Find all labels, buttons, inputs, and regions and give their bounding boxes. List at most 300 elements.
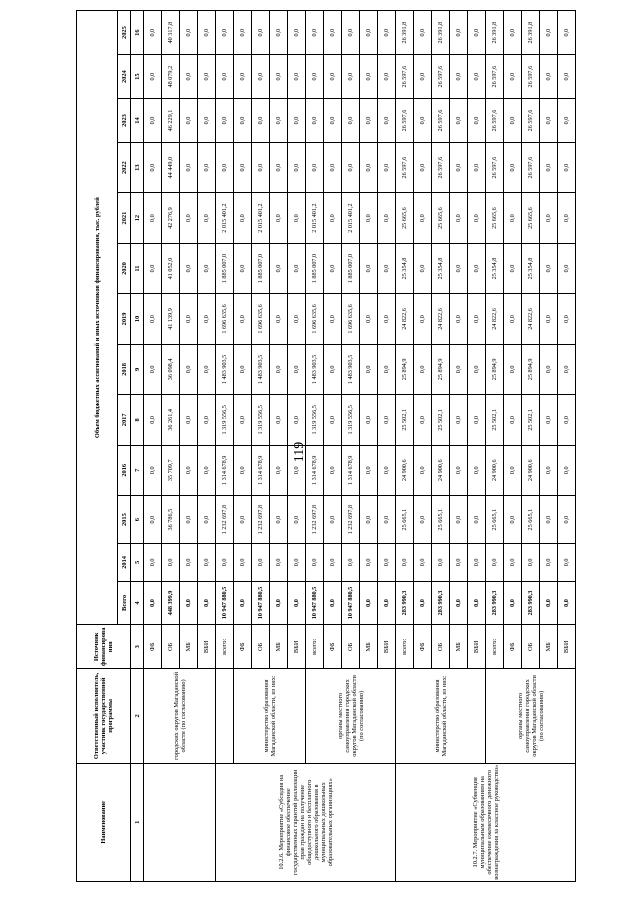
header-col-number: 12 — [131, 193, 144, 243]
row-value-cell: 26 597,6 — [432, 55, 450, 99]
row-value-cell: 25 665,6 — [522, 193, 540, 243]
header-year: 2014 — [118, 544, 131, 581]
row-value-cell: 44 449,0 — [162, 142, 180, 192]
row-value-cell: 0,0 — [558, 544, 576, 581]
row-value-cell: 0,0 — [252, 55, 270, 99]
row-value-cell: 1 314 678,9 — [216, 445, 234, 495]
row-value-cell: 0,0 — [288, 55, 306, 99]
row-value-cell: 0,0 — [504, 193, 522, 243]
row-value-cell: 25 502,1 — [432, 395, 450, 445]
header-col-number: 13 — [131, 142, 144, 192]
row-value-cell: 0,0 — [324, 11, 342, 55]
row-value-cell: 24 900,6 — [396, 445, 414, 495]
row-value-cell: 0,0 — [234, 99, 252, 143]
row-value-cell: 0,0 — [450, 344, 468, 394]
row-value-cell: 0,0 — [414, 445, 432, 495]
row-value-cell: 0,0 — [288, 11, 306, 55]
row-value-cell: 0,0 — [324, 193, 342, 243]
row-value-cell: 0,0 — [414, 142, 432, 192]
row-value-cell: 24 822,6 — [396, 294, 414, 344]
row-value-cell: 0,0 — [342, 55, 360, 99]
row-value-cell: 1 319 556,5 — [306, 395, 324, 445]
row-value-cell: 0,0 — [540, 496, 558, 544]
row-value-cell: 0,0 — [450, 496, 468, 544]
header-year: 2015 — [118, 496, 131, 544]
row-value-cell: 24 822,6 — [432, 294, 450, 344]
row-value-cell: 0,0 — [378, 544, 396, 581]
row-value-cell: 0,0 — [414, 395, 432, 445]
row-value-cell: 0,0 — [288, 99, 306, 143]
row-value-cell: 0,0 — [270, 243, 288, 293]
row-value-cell: 0,0 — [468, 99, 486, 143]
row-source-cell: всего: — [396, 625, 414, 669]
row-value-cell: 1 314 678,9 — [306, 445, 324, 495]
row-executor-cell: министерство образования Магаданской области, из них: — [234, 669, 306, 763]
row-value-cell: 25 665,6 — [396, 193, 414, 243]
row-value-cell: 0,0 — [360, 344, 378, 394]
row-value-cell: 0,0 — [540, 294, 558, 344]
row-value-cell: 0,0 — [432, 544, 450, 581]
row-value-cell: 0,0 — [558, 243, 576, 293]
header-volume: Объем бюджетных ассигнований и иных источников финансирования, тыс. рублей — [77, 11, 118, 625]
row-value-cell: 0,0 — [414, 11, 432, 55]
header-year: 2021 — [118, 193, 131, 243]
row-value-cell: 2 015 401,2 — [252, 193, 270, 243]
header-col-number: 10 — [131, 294, 144, 344]
financing-table — [76, 10, 576, 882]
row-value-cell: 0,0 — [234, 142, 252, 192]
row-source-cell: ОБ — [432, 625, 450, 669]
row-value-cell: 0,0 — [144, 11, 162, 55]
row-value-cell: 0,0 — [288, 395, 306, 445]
row-value-cell: 0,0 — [270, 55, 288, 99]
row-value-cell: 0,0 — [324, 496, 342, 544]
row-value-cell: 0,0 — [504, 496, 522, 544]
row-value-cell: 0,0 — [504, 294, 522, 344]
row-value-cell: 0,0 — [198, 99, 216, 143]
row-value-cell: 0,0 — [450, 55, 468, 99]
row-value-cell: 0,0 — [306, 55, 324, 99]
page-number: 119 — [292, 441, 307, 463]
row-value-cell: 0,0 — [504, 395, 522, 445]
row-value-cell: 0,0 — [288, 294, 306, 344]
row-value-cell: 0,0 — [468, 344, 486, 394]
row-value-cell: 0,0 — [180, 544, 198, 581]
row-value-cell: 0,0 — [198, 496, 216, 544]
row-value-cell: 1 483 903,5 — [342, 344, 360, 394]
row-value-cell: 1 319 556,5 — [342, 395, 360, 445]
row-value-cell: 25 665,6 — [432, 193, 450, 243]
row-value-cell: 46 229,1 — [162, 99, 180, 143]
table-row — [306, 11, 324, 882]
row-value-cell: 1 696 635,6 — [306, 294, 324, 344]
row-executor-cell: органы местного самоуправления городских округов Магаданской области (по согласованию) — [486, 669, 576, 763]
row-value-cell: 0,0 — [144, 344, 162, 394]
row-value-cell: 0,0 — [270, 544, 288, 581]
row-value-cell: 0,0 — [558, 294, 576, 344]
row-value-cell: 0,0 — [468, 142, 486, 192]
row-value-cell: 0,0 — [414, 496, 432, 544]
row-total-cell: 0,0 — [180, 581, 198, 625]
row-value-cell: 0,0 — [342, 544, 360, 581]
header-col-number: 4 — [131, 581, 144, 625]
row-value-cell: 0,0 — [306, 11, 324, 55]
row-total-cell: 10 947 880,5 — [252, 581, 270, 625]
row-value-cell: 48 079,2 — [162, 55, 180, 99]
row-value-cell: 0,0 — [378, 142, 396, 192]
table-row — [396, 11, 414, 882]
row-value-cell: 0,0 — [450, 445, 468, 495]
row-total-cell: 0,0 — [270, 581, 288, 625]
row-value-cell: 0,0 — [180, 142, 198, 192]
row-value-cell: 0,0 — [144, 243, 162, 293]
row-value-cell: 0,0 — [504, 243, 522, 293]
row-value-cell: 40 317,8 — [162, 11, 180, 55]
row-source-cell: ВБИ — [288, 625, 306, 669]
row-value-cell: 0,0 — [360, 11, 378, 55]
row-value-cell: 1 483 903,5 — [216, 344, 234, 394]
header-col-number: 2 — [131, 669, 144, 763]
row-value-cell: 0,0 — [540, 193, 558, 243]
row-value-cell: 0,0 — [504, 544, 522, 581]
row-value-cell: 0,0 — [414, 55, 432, 99]
row-value-cell: 0,0 — [144, 193, 162, 243]
row-value-cell: 0,0 — [468, 544, 486, 581]
row-value-cell: 0,0 — [270, 193, 288, 243]
row-value-cell: 0,0 — [558, 496, 576, 544]
row-source-cell: МБ — [270, 625, 288, 669]
row-value-cell: 0,0 — [306, 544, 324, 581]
row-value-cell: 0,0 — [288, 496, 306, 544]
row-value-cell: 0,0 — [252, 142, 270, 192]
table-row — [486, 11, 504, 882]
row-value-cell: 0,0 — [234, 11, 252, 55]
row-value-cell: 0,0 — [414, 243, 432, 293]
row-value-cell: 35 709,7 — [162, 445, 180, 495]
row-value-cell: 0,0 — [162, 544, 180, 581]
row-value-cell: 0,0 — [468, 496, 486, 544]
row-value-cell: 0,0 — [198, 395, 216, 445]
row-value-cell: 0,0 — [234, 496, 252, 544]
row-name-cell — [144, 763, 216, 881]
row-value-cell: 25 665,1 — [486, 496, 504, 544]
header-col-number: 9 — [131, 344, 144, 394]
row-value-cell: 1 696 635,6 — [342, 294, 360, 344]
row-value-cell: 25 354,8 — [396, 243, 414, 293]
row-value-cell: 0,0 — [360, 294, 378, 344]
header-name: Наименование — [77, 763, 131, 881]
row-value-cell: 0,0 — [198, 445, 216, 495]
row-value-cell: 25 502,1 — [396, 395, 414, 445]
row-value-cell: 0,0 — [450, 142, 468, 192]
row-source-cell: ОБ — [342, 625, 360, 669]
row-value-cell: 0,0 — [324, 243, 342, 293]
row-total-cell: 10 947 880,5 — [216, 581, 234, 625]
row-source-cell: ОБ — [252, 625, 270, 669]
table-frame — [76, 10, 581, 882]
row-value-cell: 0,0 — [180, 55, 198, 99]
row-value-cell: 0,0 — [198, 193, 216, 243]
row-executor-cell: министерство образования Магаданской области, из них: — [396, 669, 486, 763]
row-value-cell: 0,0 — [144, 496, 162, 544]
row-value-cell: 26 597,6 — [522, 55, 540, 99]
header-col-number: 14 — [131, 99, 144, 143]
row-value-cell: 0,0 — [378, 344, 396, 394]
row-value-cell: 0,0 — [234, 55, 252, 99]
row-value-cell: 0,0 — [414, 294, 432, 344]
row-value-cell: 0,0 — [450, 544, 468, 581]
row-total-cell: 283 990,3 — [486, 581, 504, 625]
row-source-cell: ФБ — [324, 625, 342, 669]
row-value-cell: 0,0 — [450, 294, 468, 344]
row-value-cell: 25 665,1 — [432, 496, 450, 544]
row-value-cell: 0,0 — [324, 344, 342, 394]
row-source-cell: МБ — [540, 625, 558, 669]
row-total-cell: 0,0 — [198, 581, 216, 625]
row-value-cell: 25 354,8 — [522, 243, 540, 293]
row-value-cell: 0,0 — [558, 99, 576, 143]
table-row — [234, 11, 252, 882]
row-value-cell: 0,0 — [198, 544, 216, 581]
row-value-cell: 0,0 — [324, 294, 342, 344]
row-value-cell: 0,0 — [216, 544, 234, 581]
row-total-cell: 0,0 — [540, 581, 558, 625]
row-value-cell: 0,0 — [468, 395, 486, 445]
row-value-cell: 0,0 — [378, 395, 396, 445]
row-value-cell: 0,0 — [180, 11, 198, 55]
row-total-cell: 283 990,3 — [522, 581, 540, 625]
row-total-cell: 0,0 — [378, 581, 396, 625]
row-value-cell: 0,0 — [216, 11, 234, 55]
header-year: 2016 — [118, 445, 131, 495]
row-total-cell: 448 399,9 — [162, 581, 180, 625]
row-value-cell: 0,0 — [198, 142, 216, 192]
header-col-number: 1 — [131, 763, 144, 881]
row-value-cell: 0,0 — [216, 142, 234, 192]
row-value-cell: 0,0 — [396, 544, 414, 581]
row-value-cell: 1 885 007,0 — [342, 243, 360, 293]
row-source-cell: МБ — [180, 625, 198, 669]
row-total-cell: 0,0 — [468, 581, 486, 625]
row-value-cell: 0,0 — [234, 395, 252, 445]
row-value-cell: 26 597,6 — [486, 55, 504, 99]
row-value-cell: 26 597,6 — [522, 99, 540, 143]
table-row — [144, 11, 162, 882]
row-value-cell: 24 822,6 — [522, 294, 540, 344]
row-value-cell: 0,0 — [270, 344, 288, 394]
row-value-cell: 0,0 — [540, 445, 558, 495]
header-col-number: 5 — [131, 544, 144, 581]
row-value-cell: 0,0 — [234, 243, 252, 293]
row-value-cell: 0,0 — [540, 395, 558, 445]
header-year: 2019 — [118, 294, 131, 344]
row-value-cell: 0,0 — [540, 55, 558, 99]
header-col-number: 11 — [131, 243, 144, 293]
row-source-cell: всего: — [486, 625, 504, 669]
row-source-cell: МБ — [450, 625, 468, 669]
row-value-cell: 0,0 — [360, 445, 378, 495]
header-year: 2018 — [118, 344, 131, 394]
row-source-cell: ФБ — [414, 625, 432, 669]
row-value-cell: 25 894,9 — [486, 344, 504, 394]
row-value-cell: 25 894,9 — [396, 344, 414, 394]
row-total-cell: 0,0 — [450, 581, 468, 625]
row-total-cell: 10 947 880,5 — [342, 581, 360, 625]
row-value-cell: 0,0 — [558, 11, 576, 55]
row-value-cell: 0,0 — [360, 193, 378, 243]
row-value-cell: 0,0 — [324, 544, 342, 581]
row-value-cell: 36 786,5 — [162, 496, 180, 544]
header-col-number: 8 — [131, 395, 144, 445]
row-value-cell: 36 261,4 — [162, 395, 180, 445]
row-executor-cell: городских округов Магаданской области (по согласованию) — [144, 669, 216, 763]
row-value-cell: 0,0 — [558, 395, 576, 445]
row-value-cell: 0,0 — [324, 99, 342, 143]
row-source-cell: ВБИ — [468, 625, 486, 669]
header-col-number: 16 — [131, 11, 144, 55]
row-value-cell: 24 822,6 — [486, 294, 504, 344]
row-value-cell: 0,0 — [558, 142, 576, 192]
row-value-cell: 0,0 — [540, 99, 558, 143]
row-value-cell: 25 665,1 — [396, 496, 414, 544]
row-value-cell: 0,0 — [504, 445, 522, 495]
row-value-cell: 26 597,6 — [396, 55, 414, 99]
row-value-cell: 1 696 635,6 — [216, 294, 234, 344]
row-value-cell: 0,0 — [360, 243, 378, 293]
row-value-cell: 0,0 — [234, 193, 252, 243]
row-value-cell: 1 885 007,0 — [216, 243, 234, 293]
row-value-cell: 0,0 — [180, 344, 198, 394]
row-source-cell: всего: — [306, 625, 324, 669]
row-executor-cell: органы местного самоуправления городских округов Магаданской области (по согласованию) — [306, 669, 396, 763]
row-value-cell: 0,0 — [540, 142, 558, 192]
row-value-cell: 0,0 — [144, 294, 162, 344]
row-source-cell: ОБ — [522, 625, 540, 669]
row-value-cell: 1 314 678,9 — [252, 445, 270, 495]
row-source-cell: ВБИ — [558, 625, 576, 669]
row-value-cell: 0,0 — [558, 445, 576, 495]
row-value-cell: 0,0 — [198, 294, 216, 344]
header-year: 2017 — [118, 395, 131, 445]
row-value-cell: 0,0 — [558, 344, 576, 394]
row-value-cell: 1 885 007,0 — [306, 243, 324, 293]
row-value-cell: 0,0 — [144, 99, 162, 143]
row-value-cell: 0,0 — [414, 544, 432, 581]
row-value-cell: 0,0 — [360, 395, 378, 445]
row-value-cell: 25 894,9 — [522, 344, 540, 394]
row-value-cell: 41 052,0 — [162, 243, 180, 293]
header-col-number: 7 — [131, 445, 144, 495]
row-total-cell: 0,0 — [234, 581, 252, 625]
row-value-cell: 0,0 — [414, 99, 432, 143]
row-value-cell: 25 354,8 — [486, 243, 504, 293]
row-value-cell: 0,0 — [540, 11, 558, 55]
header-source: Источник финансирования — [77, 625, 131, 669]
row-value-cell: 0,0 — [144, 142, 162, 192]
row-value-cell: 0,0 — [234, 344, 252, 394]
row-value-cell: 0,0 — [270, 11, 288, 55]
row-value-cell: 0,0 — [414, 344, 432, 394]
row-value-cell: 26 597,6 — [396, 142, 414, 192]
row-name-cell: 10.2.6. Мероприятие «Субсидия на финансовое обеспечение государственных гарантий реализации прав граждан на получение общедоступного и бесплатного дошкольного образования в муниципальных дошкольных образовательных организациях» — [216, 763, 396, 881]
row-executor-cell — [216, 669, 234, 763]
row-value-cell: 1 314 678,9 — [342, 445, 360, 495]
row-value-cell: 0,0 — [252, 99, 270, 143]
row-value-cell: 0,0 — [198, 55, 216, 99]
row-value-cell: 0,0 — [378, 496, 396, 544]
row-value-cell: 0,0 — [360, 55, 378, 99]
row-value-cell: 1 232 697,8 — [306, 496, 324, 544]
row-value-cell: 1 319 556,5 — [216, 395, 234, 445]
row-value-cell: 0,0 — [216, 55, 234, 99]
row-value-cell: 0,0 — [378, 294, 396, 344]
row-value-cell: 0,0 — [468, 243, 486, 293]
row-value-cell: 0,0 — [504, 11, 522, 55]
row-value-cell: 24 900,6 — [432, 445, 450, 495]
row-value-cell: 0,0 — [360, 142, 378, 192]
row-value-cell: 0,0 — [252, 11, 270, 55]
row-value-cell: 1 232 697,8 — [252, 496, 270, 544]
row-value-cell: 0,0 — [468, 193, 486, 243]
row-value-cell: 0,0 — [288, 544, 306, 581]
row-value-cell: 0,0 — [198, 11, 216, 55]
row-value-cell: 0,0 — [216, 99, 234, 143]
rotated-table-container — [76, 10, 581, 882]
row-value-cell: 1 696 635,6 — [252, 294, 270, 344]
row-total-cell: 0,0 — [558, 581, 576, 625]
row-total-cell: 283 990,3 — [396, 581, 414, 625]
row-source-cell: ВБИ — [198, 625, 216, 669]
row-value-cell: 0,0 — [450, 193, 468, 243]
row-value-cell: 0,0 — [360, 99, 378, 143]
row-value-cell: 0,0 — [378, 11, 396, 55]
row-value-cell: 0,0 — [324, 55, 342, 99]
row-total-cell: 0,0 — [324, 581, 342, 625]
row-value-cell: 2 015 401,2 — [216, 193, 234, 243]
row-value-cell: 0,0 — [180, 395, 198, 445]
table-row — [216, 11, 234, 882]
row-value-cell: 0,0 — [144, 55, 162, 99]
row-value-cell: 0,0 — [180, 496, 198, 544]
row-value-cell: 0,0 — [450, 99, 468, 143]
row-value-cell: 26 391,8 — [396, 11, 414, 55]
row-value-cell: 0,0 — [468, 55, 486, 99]
row-value-cell: 0,0 — [234, 544, 252, 581]
row-value-cell: 25 354,8 — [432, 243, 450, 293]
header-year: 2023 — [118, 99, 131, 143]
row-value-cell: 0,0 — [270, 445, 288, 495]
row-value-cell: 0,0 — [486, 544, 504, 581]
row-value-cell: 0,0 — [270, 395, 288, 445]
row-value-cell: 0,0 — [450, 395, 468, 445]
row-value-cell: 26 391,8 — [522, 11, 540, 55]
row-value-cell: 0,0 — [360, 544, 378, 581]
row-value-cell: 0,0 — [270, 142, 288, 192]
row-value-cell: 0,0 — [558, 55, 576, 99]
row-value-cell: 0,0 — [540, 243, 558, 293]
row-value-cell: 0,0 — [270, 99, 288, 143]
row-value-cell: 0,0 — [342, 11, 360, 55]
row-value-cell: 1 232 697,8 — [216, 496, 234, 544]
row-value-cell: 0,0 — [252, 544, 270, 581]
header-numbers-row — [131, 11, 144, 882]
row-source-cell: МБ — [360, 625, 378, 669]
row-total-cell: 0,0 — [144, 581, 162, 625]
row-value-cell: 24 900,6 — [486, 445, 504, 495]
row-value-cell: 0,0 — [378, 55, 396, 99]
row-value-cell: 0,0 — [558, 193, 576, 243]
row-total-cell: 10 947 880,5 — [306, 581, 324, 625]
